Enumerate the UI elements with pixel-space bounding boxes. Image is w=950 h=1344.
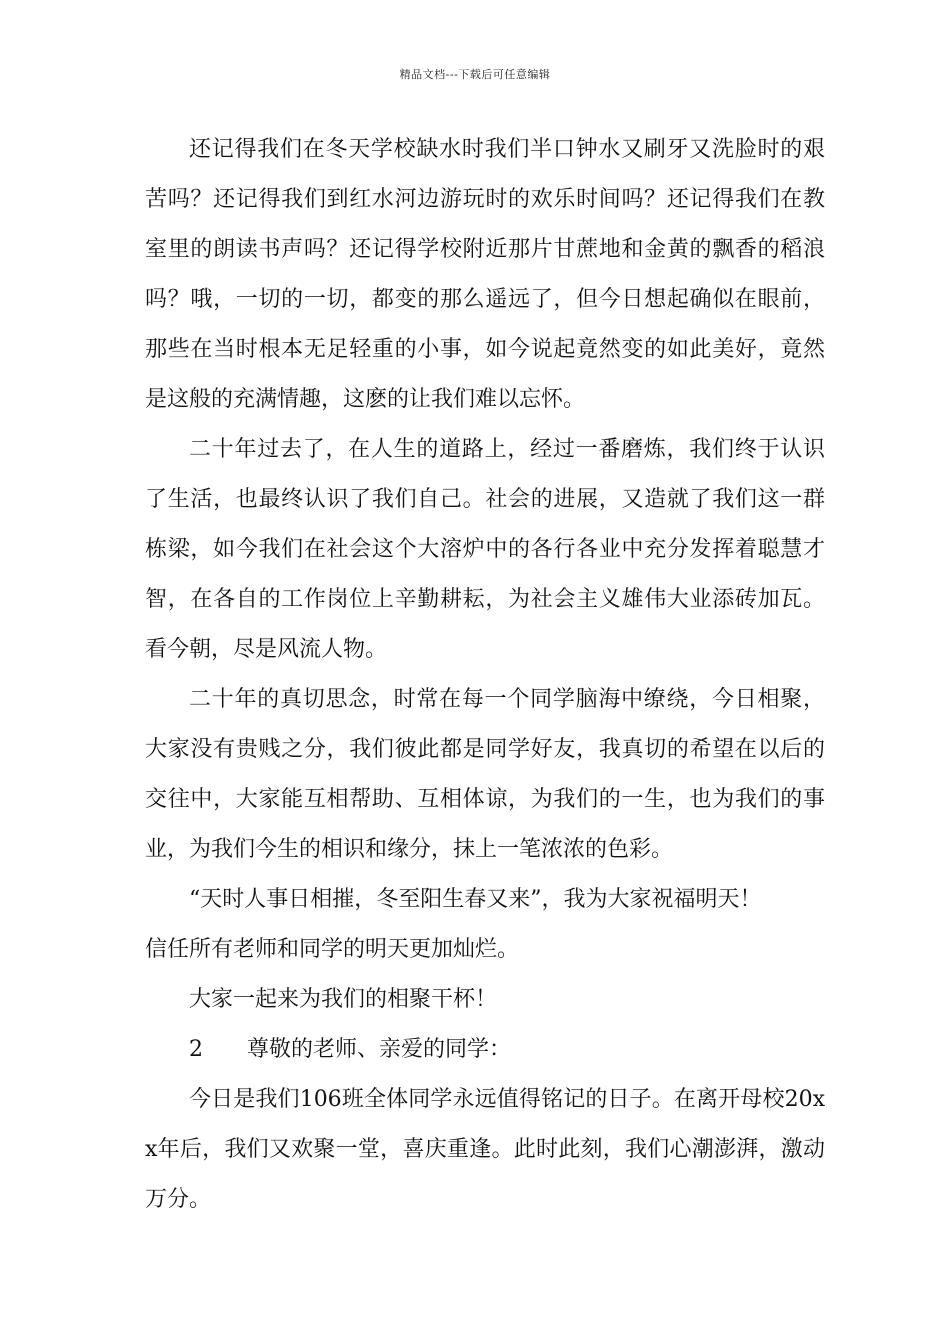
paragraph-memories: 还记得我们在冬天学校缺水时我们半口钟水又刷牙又洗脸时的艰苦吗？还记得我们到红水河边游玩时的欢乐时间吗？还记得我们在教室里的朗读书声吗？还记得学校附近那片甘蔗地和金黄的飘香的稻浪吗？哦，一切的一切，都变的那么遥远了，但今日想起确似在眼前，那些在当时根本无足轻重的小事，如今说起竟然变的如此美好，竟然是这般的充满情趣，这麽的让我们难以忘怀。 <box>145 137 825 412</box>
page-header: 精品文档---下载后可任意编辑 <box>399 68 551 81</box>
paragraph-longing: 二十年的真切思念，时常在每一个同学脑海中缭绕，今日相聚，大家没有贵贱之分，我们彼此都是同学好友，我真切的希望在以后的交往中，大家能互相帮助、互相体谅，为我们的一生，也为我们的事业，为我们今生的相识和缘分，抹上一笔浓浓的色彩。 <box>145 687 825 862</box>
paragraph-reunion: 今日是我们106班全体同学永远值得铭记的日子。在离开母校20xx年后，我们又欢聚一堂，喜庆重逢。此时此刻，我们心潮澎湃，激动万分。 <box>145 1087 825 1212</box>
quote-continuation: 信任所有老师和同学的明天更加灿烂。 <box>145 937 520 962</box>
document-body <box>145 125 825 1225</box>
section-number: 2 <box>189 1037 203 1062</box>
section-heading <box>145 1025 825 1075</box>
quote-line: “天时人事日相摧，冬至阳生春又来”，我为大家祝福明天！ <box>189 887 762 912</box>
toast-line: 大家一起来为我们的相聚干杯！ <box>189 987 498 1012</box>
section-heading-text: 尊敬的老师、亲爱的同学： <box>247 1037 512 1062</box>
paragraph-twenty-years: 二十年过去了，在人生的道路上，经过一番磨炼，我们终于认识了生活，也最终认识了我们自己。社会的进展，又造就了我们这一群栋梁，如今我们在社会这个大溶炉中的各行各业中充分发挥着聪慧才智，在各自的工作岗位上辛勤耕耘，为社会主义雄伟大业添砖加瓦。看今朝，尽是风流人物。 <box>145 437 825 662</box>
